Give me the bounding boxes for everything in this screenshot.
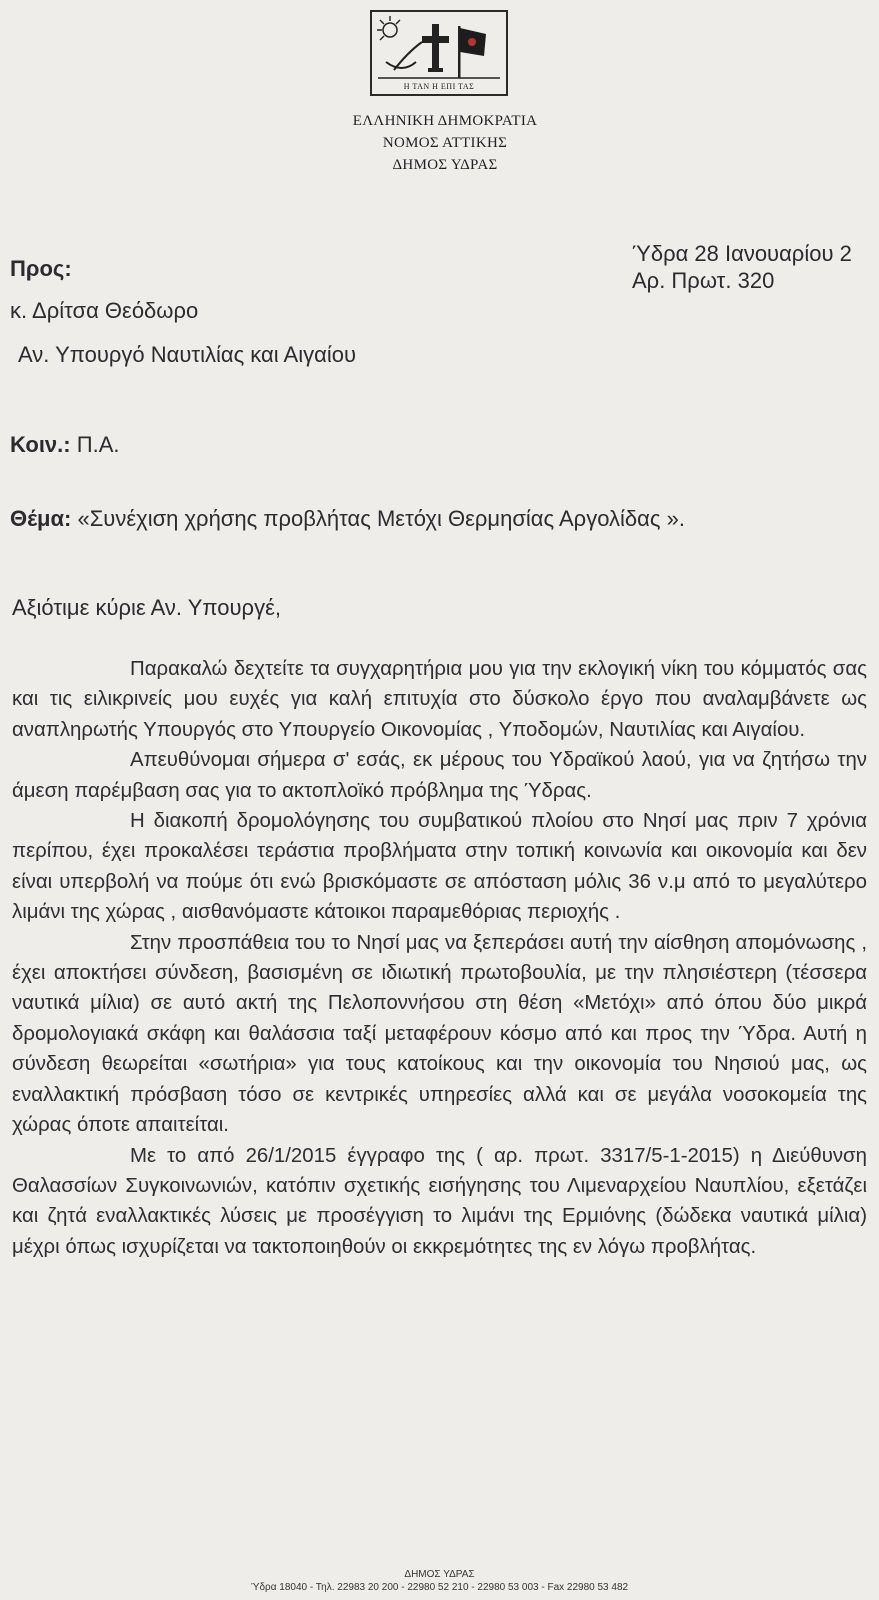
subject-line <box>10 506 685 532</box>
footer-municipality: ΔΗΜΟΣ ΥΔΡΑΣ <box>404 1569 475 1580</box>
paragraph: Με το από 26/1/2015 έγγραφο της ( αρ. πρωτ. 3317/5-1-2015) η Διεύθυνση Θαλασσίων Συγκοινωνιών, κατόπιν σχετικής εισήγησης του Λιμεναρχείου Ναυπλίου, εξετάζει και ζητά εναλλακτικές λύσεις με προσέγγιση το λιμάνι της Ερμιόνης (δώδεκα ναυτικά μίλια) μέχρι όπως ισχυρίζεται να τακτοποιηθούν οι εκκρεμότητες της εν λόγω προβλήτας. <box>12 1144 867 1258</box>
to-label: Προς: <box>10 256 72 281</box>
recipient-title: Αν. Υπουργό Ναυτιλίας και Αιγαίου <box>18 342 356 367</box>
paragraph: Στην προσπάθεια του το Νησί μας να ξεπεράσει αυτή την αίσθηση απομόνωσης , έχει αποκτήσει σύνδεση, βασισμένη σε ιδιωτική πρωτοβουλία, με την πλησιέστερη (τέσσερα ναυτικά μίλια) σε αυτό ακτή της Πελοποννήσου στη θέση «Μετόχι» από όπου δύο μικρά δρομολογιακά σκάφη και θαλάσσια ταξί μεταφέρουν κόσμο από και προς την Ύδρα. Αυτή η σύνδεση θεωρείται «σωτήρια» για τους κατοίκους και την οικονομία του Νησιού μας, ως εναλλακτική πρόσβαση τόσο σε κεντρικές υπηρεσίες αλλά και σε μεγάλα νοσοκομεία της χώρας όποτε απαιτείται. <box>12 931 867 1137</box>
letter-footer <box>0 1568 879 1594</box>
emblem-motto: Η ΤΑΝ Η ΕΠΙ ΤΑΣ <box>403 82 475 91</box>
salutation: Αξιότιμε κύριε Αν. Υπουργέ, <box>12 595 281 620</box>
cc-label: Κοιν.: <box>10 432 71 457</box>
paragraph: Η διακοπή δρομολόγησης του συμβατικού πλοίου στο Νησί μας πριν 7 χρόνια περίπου, έχει προκαλέσει τεράστια προβλήματα στην τοπική κοινωνία και οικονομία και δεν είναι υπερβολή να πούμε ότι ενώ βρισκόμαστε σε απόσταση μόλις 36 ν.μ από το μεγαλύτερο λιμάνι της χώρας , αισθανόμαστε κάτοικοι παραμεθόριας περιοχής . <box>12 810 867 924</box>
date-protocol-block <box>632 240 879 294</box>
municipality-emblem <box>370 10 508 96</box>
header-prefecture: ΝΟΜΟΣ ΑΤΤΙΚΗΣ <box>382 135 508 151</box>
paragraph: Απευθύνομαι σήμερα σ' εσάς, εκ μέρους του Υδραϊκού λαού, για να ζητήσω την άμεση παρέμβαση σας για το ακτοπλοϊκό πρόβλημα της Ύδρας. <box>12 749 867 802</box>
header-country: ΕΛΛΗΝΙΚΗ ΔΗΜΟΚΡΑΤΙΑ <box>352 113 538 129</box>
cc-value: Π.Α. <box>70 432 120 457</box>
subject-label: Θέμα: <box>10 506 72 531</box>
header-municipality: ΔΗΜΟΣ ΥΔΡΑΣ <box>392 157 498 173</box>
recipient-name: κ. Δρίτσα Θεόδωρο <box>10 298 199 323</box>
subject-text: «Συνέχιση χρήσης προβλήτας Μετόχι Θερμησίας Αργολίδας ». <box>71 506 685 531</box>
cc-line <box>10 432 120 458</box>
paragraph: Παρακαλώ δεχτείτε τα συγχαρητήρια μου για την εκλογική νίκη του κόμματός σας και τις ειλικρινείς μου ευχές για καλή επιτυχία στο δύσκολο έργο που αναλαμβάνετε ως αναπληρωτής Υπουργός στο Υπουργείο Οικονομίας , Υποδομών, Ναυτιλίας και Αιγαίου. <box>12 658 867 741</box>
footer-contact: Ύδρα 18040 - Τηλ. 22983 20 200 - 22980 52 210 - 22980 53 003 - Fax 22980 53 482 <box>250 1582 629 1593</box>
issuer-header <box>300 110 590 176</box>
place-date: Ύδρα 28 Ιανουαρίου 2 <box>632 241 852 266</box>
letter-body <box>12 654 867 1262</box>
protocol-number: Αρ. Πρωτ. 320 <box>632 268 775 293</box>
